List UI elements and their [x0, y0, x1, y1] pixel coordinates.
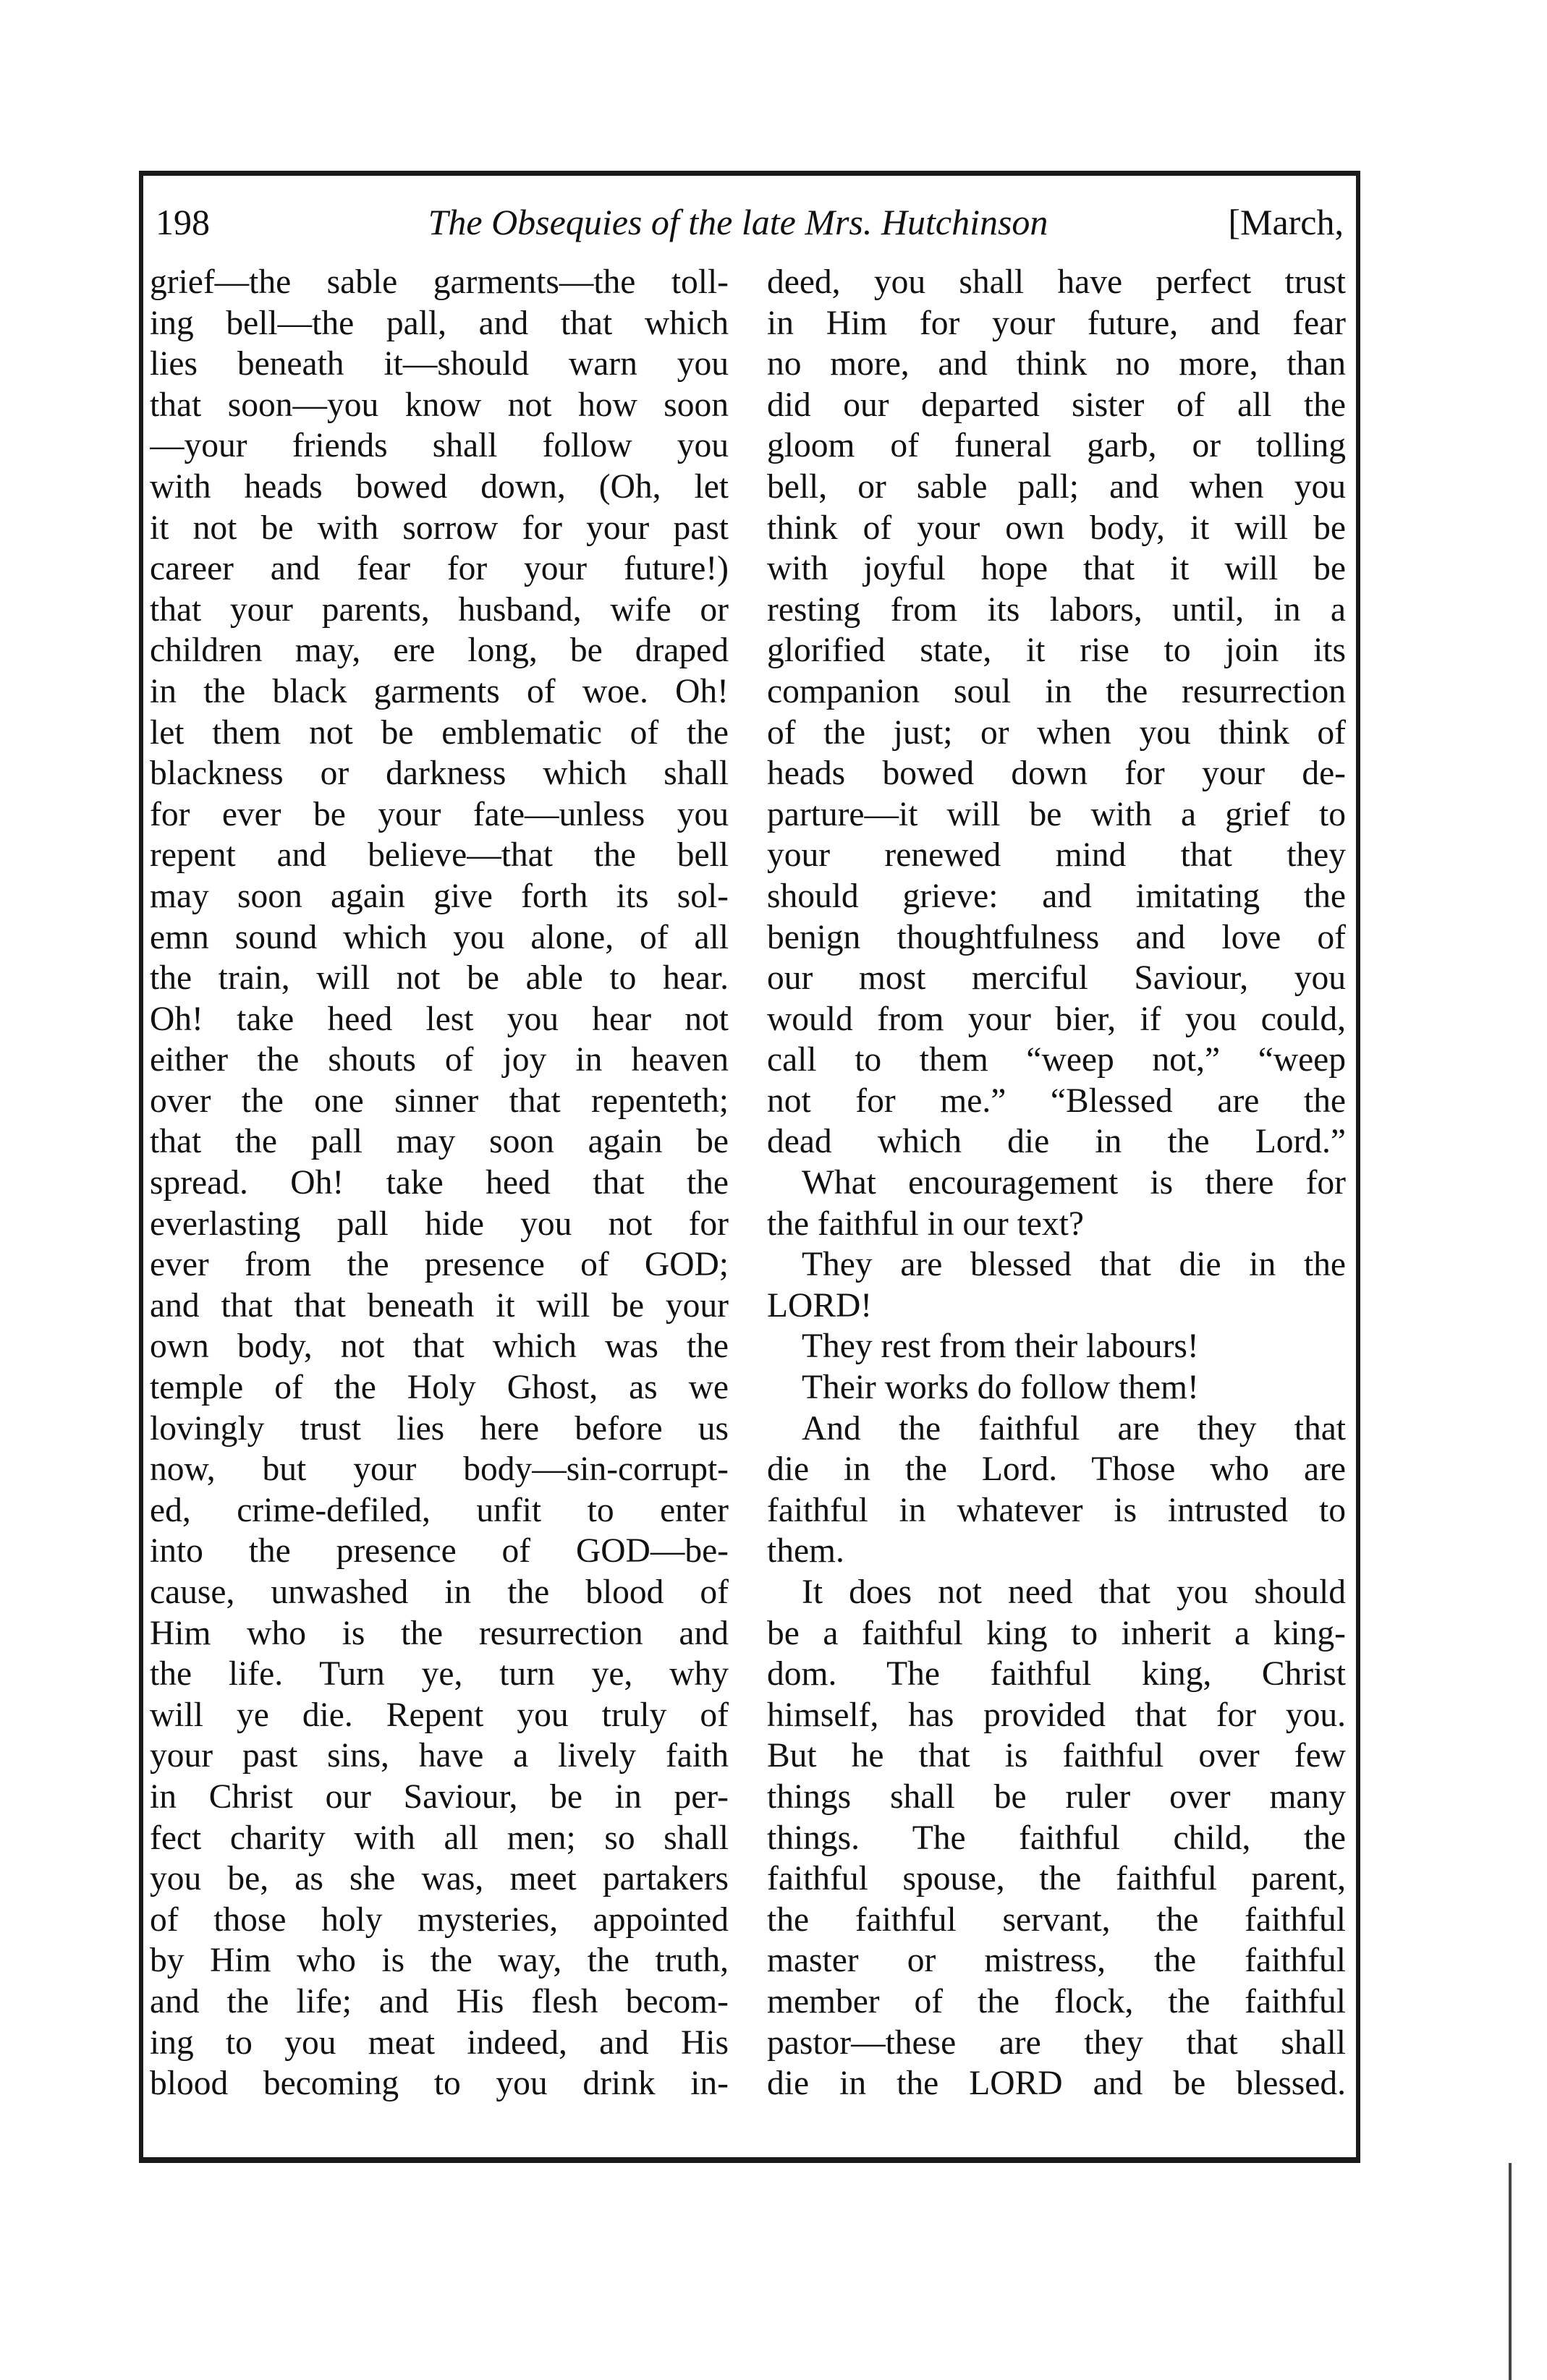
- text-line: will ye die. Repent you truly of: [150, 1696, 729, 1734]
- text-line: that the pall may soon again be: [150, 1123, 729, 1161]
- text-line: in the black garments of woe. Oh!: [150, 672, 729, 710]
- text-line: for ever be your fate—unless you: [150, 795, 729, 833]
- text-line: ever from the presence of GOD;: [150, 1246, 729, 1284]
- text-line: that soon—you know not how soon: [150, 386, 729, 424]
- text-line: glorified state, it rise to join its: [767, 632, 1346, 670]
- text-line: children may, ere long, be draped: [150, 632, 729, 670]
- bottom-border-rule: [139, 2157, 1360, 2163]
- text-line: himself, has provided that for you.: [767, 1696, 1346, 1734]
- text-line: own body, not that which was the: [150, 1327, 729, 1366]
- text-line: benign thoughtfulness and love of: [767, 918, 1346, 956]
- text-line: not for me.” “Blessed are the: [767, 1081, 1346, 1120]
- text-line: into the presence of GOD—be-: [150, 1532, 729, 1571]
- text-line: They rest from their labours!: [802, 1327, 1199, 1366]
- text-line: you be, as she was, meet partakers: [150, 1860, 729, 1898]
- text-line: the train, will not be able to hear.: [150, 959, 729, 998]
- text-line: repent and believe—that the bell: [150, 836, 729, 875]
- text-line: the life. Turn ye, turn ye, why: [150, 1655, 729, 1693]
- text-line: would from your bier, if you could,: [767, 1000, 1346, 1038]
- text-line: grief—the sable garments—the toll-: [150, 263, 729, 301]
- left-text-column: [150, 262, 729, 2104]
- text-line: pastor—these are they that shall: [767, 2023, 1346, 2062]
- text-line: in Him for your future, and fear: [767, 304, 1346, 342]
- text-line: blood becoming to you drink in-: [150, 2065, 729, 2103]
- text-line: gloom of funeral garb, or tolling: [767, 427, 1346, 465]
- text-line: now, but your body—sin-corrupt-: [150, 1450, 729, 1489]
- text-line: should grieve: and imitating the: [767, 877, 1346, 915]
- text-line: dom. The faithful king, Christ: [767, 1655, 1346, 1693]
- text-line: faithful in whatever is intrusted to: [767, 1491, 1346, 1529]
- text-line: It does not need that you should: [802, 1573, 1346, 1611]
- text-line: things. The faithful child, the: [767, 1819, 1346, 1857]
- text-line: of those holy mysteries, appointed: [150, 1900, 729, 1939]
- text-line: resting from its labors, until, in a: [767, 590, 1346, 629]
- text-line: call to them “weep not,” “weep: [767, 1041, 1346, 1079]
- text-line: our most merciful Saviour, you: [767, 959, 1346, 998]
- text-line: bell, or sable pall; and when you: [767, 467, 1346, 506]
- text-line: But he that is faithful over few: [767, 1737, 1346, 1775]
- text-line: Him who is the resurrection and: [150, 1614, 729, 1652]
- text-line: the faithful servant, the faithful: [767, 1900, 1346, 1939]
- text-line: think of your own body, it will be: [767, 509, 1346, 547]
- text-line: your renewed mind that they: [767, 836, 1346, 875]
- text-line: everlasting pall hide you not for: [150, 1204, 729, 1243]
- text-line: and that that beneath it will be your: [150, 1286, 729, 1325]
- text-line: dead which die in the Lord.”: [767, 1123, 1346, 1161]
- text-line: member of the flock, the faithful: [767, 1982, 1346, 2020]
- text-line: either the shouts of joy in heaven: [150, 1041, 729, 1079]
- margin-mark: [1509, 2163, 1512, 2380]
- text-line: be a faithful king to inherit a king-: [767, 1614, 1346, 1652]
- text-line: faithful spouse, the faithful parent,: [767, 1860, 1346, 1898]
- text-line: blackness or darkness which shall: [150, 755, 729, 793]
- text-line: They are blessed that die in the: [802, 1246, 1346, 1284]
- running-month: [March,: [1228, 202, 1344, 242]
- text-line: the faithful in our text?: [767, 1204, 1084, 1243]
- text-line: LORD!: [767, 1286, 873, 1325]
- text-line: that your parents, husband, wife or: [150, 590, 729, 629]
- text-line: fect charity with all men; so shall: [150, 1819, 729, 1857]
- running-title: The Obsequies of the late Mrs. Hutchinson: [428, 202, 1048, 242]
- text-line: cause, unwashed in the blood of: [150, 1573, 729, 1611]
- text-line: Their works do follow them!: [802, 1369, 1199, 1407]
- text-line: temple of the Holy Ghost, as we: [150, 1369, 729, 1407]
- text-line: it not be with sorrow for your past: [150, 509, 729, 547]
- text-line: career and fear for your future!): [150, 550, 729, 588]
- text-line: lies beneath it—should warn you: [150, 345, 729, 383]
- text-line: ing to you meat indeed, and His: [150, 2023, 729, 2062]
- text-line: by Him who is the way, the truth,: [150, 1942, 729, 1980]
- text-line: with heads bowed down, (Oh, let: [150, 467, 729, 506]
- text-line: over the one sinner that repenteth;: [150, 1081, 729, 1120]
- text-line: no more, and think no more, than: [767, 345, 1346, 383]
- text-line: deed, you shall have perfect trust: [767, 263, 1346, 301]
- text-line: and the life; and His flesh becom-: [150, 1982, 729, 2020]
- text-line: with joyful hope that it will be: [767, 550, 1346, 588]
- text-line: companion soul in the resurrection: [767, 672, 1346, 710]
- page-number: 198: [156, 202, 210, 242]
- text-line: parture—it will be with a grief to: [767, 795, 1346, 833]
- text-line: ed, crime-defiled, unfit to enter: [150, 1491, 729, 1529]
- text-line: of the just; or when you think of: [767, 713, 1346, 752]
- text-line: die in the Lord. Those who are: [767, 1450, 1346, 1489]
- text-line: Oh! take heed lest you hear not: [150, 1000, 729, 1038]
- text-line: lovingly trust lies here before us: [150, 1409, 729, 1448]
- text-line: things shall be ruler over many: [767, 1777, 1346, 1816]
- text-line: let them not be emblematic of the: [150, 713, 729, 752]
- text-line: your past sins, have a lively faith: [150, 1737, 729, 1775]
- text-line: master or mistress, the faithful: [767, 1942, 1346, 1980]
- text-line: may soon again give forth its sol-: [150, 877, 729, 915]
- right-text-column: [767, 262, 1346, 2104]
- text-line: in Christ our Saviour, be in per-: [150, 1777, 729, 1816]
- text-line: What encouragement is there for: [802, 1164, 1346, 1202]
- text-line: ing bell—the pall, and that which: [150, 304, 729, 342]
- text-line: And the faithful are they that: [802, 1409, 1346, 1448]
- running-header: [156, 190, 1349, 255]
- text-line: —your friends shall follow you: [150, 427, 729, 465]
- text-line: spread. Oh! take heed that the: [150, 1164, 729, 1202]
- text-line: die in the LORD and be blessed.: [767, 2065, 1346, 2103]
- text-line: them.: [767, 1532, 844, 1571]
- text-line: heads bowed down for your de-: [767, 755, 1346, 793]
- text-line: did our departed sister of all the: [767, 386, 1346, 424]
- text-line: emn sound which you alone, of all: [150, 918, 729, 956]
